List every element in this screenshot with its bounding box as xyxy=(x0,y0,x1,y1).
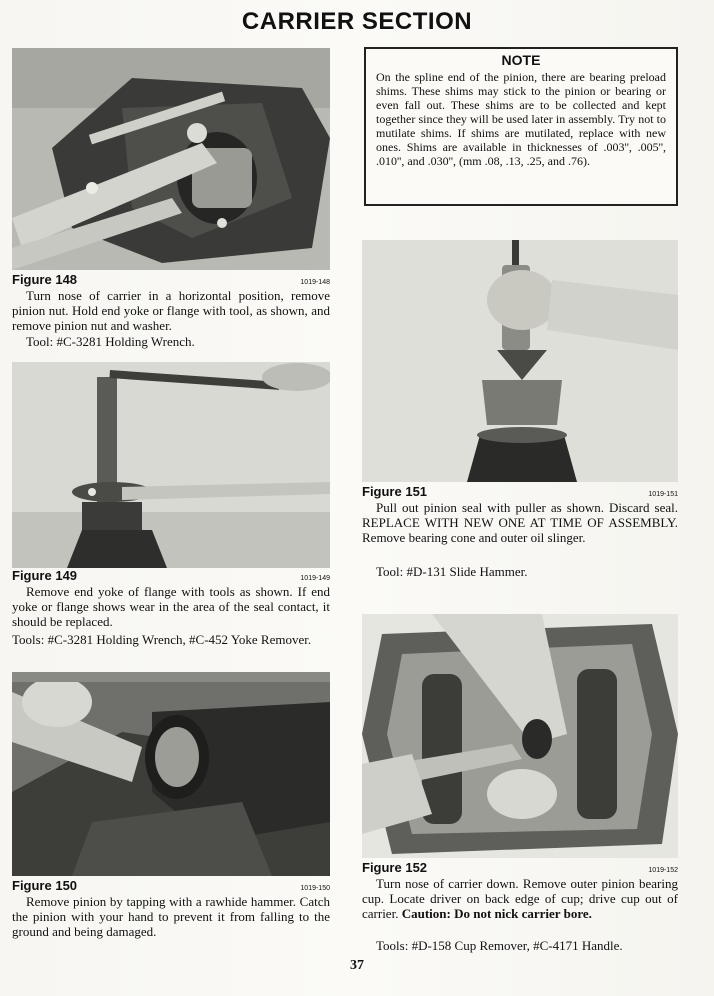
figure-152-caution: Caution: Do not nick carrier bore. xyxy=(401,906,592,921)
figure-151-text-content: Pull out pinion seal with puller as shown. Discard seal. REPLACE WITH NEW ONE AT TIME OF ASSEMBLY. Remove bearing cone and outer oil slinger. xyxy=(362,500,678,545)
note-box xyxy=(364,47,678,206)
note-title: NOTE xyxy=(501,52,541,68)
figure-150-code: 1019-150 xyxy=(300,885,330,892)
figure-148-header xyxy=(12,272,330,287)
figure-152-label: Figure 152 xyxy=(362,860,428,875)
figure-151-tool: Tool: #D-131 Slide Hammer. xyxy=(376,564,528,579)
figure-152-tool: Tools: #D-158 Cup Remover, #C-4171 Handle. xyxy=(376,938,623,953)
figure-149-text xyxy=(12,584,330,629)
figure-151-photo xyxy=(362,240,678,482)
figure-149-text-content: Remove end yoke of flange with tools as shown. If end yoke or flange shows wear in the area of the seal contact, it should be replaced. xyxy=(12,584,330,629)
figure-149-tool xyxy=(12,632,330,647)
figure-148-text xyxy=(12,288,330,333)
figure-152-photo xyxy=(362,614,678,858)
figure-148-text-content: Turn nose of carrier in a horizontal position, remove pinion nut. Hold end yoke or flange with tool, as shown, and remove pinion nut and washer. xyxy=(12,288,330,333)
figure-148-tool: Tool: #C-3281 Holding Wrench. xyxy=(26,334,195,349)
figure-151-label: Figure 151 xyxy=(362,484,428,499)
figure-148-photo xyxy=(12,48,330,270)
figure-150-header xyxy=(12,878,330,893)
figure-149-label: Figure 149 xyxy=(12,568,78,583)
figure-148-label: Figure 148 xyxy=(12,272,78,287)
figure-150-label: Figure 150 xyxy=(12,878,78,893)
figure-150-text xyxy=(12,894,330,939)
note-body: On the spline end of the pinion, there are bearing preload shims. These shims may stick to the pinion or bearing or even fall out. These shims are to be collected and kept together since they will be used later in assembly. Try not to mutilate shims. If shims are mutilated, replace with new ones. Shims are available in thicknesses of .003'', .005'', .010'', and .030'', (mm .08, .13, .25, and .76). xyxy=(376,70,666,168)
figure-149-header xyxy=(12,568,330,583)
figure-152-text xyxy=(362,876,678,921)
figure-151-code: 1019-151 xyxy=(648,491,678,498)
figure-149-code: 1019-149 xyxy=(300,575,330,582)
figure-150-text-content: Remove pinion by tapping with a rawhide hammer. Catch the pinion with your hand to prevent it from falling to the ground and being damaged. xyxy=(12,894,330,939)
figure-151-header xyxy=(362,484,678,499)
figure-152-code: 1019-152 xyxy=(648,867,678,874)
figure-149-photo xyxy=(12,362,330,568)
figure-150-photo xyxy=(12,672,330,876)
figure-149-tool-content: Tools: #C-3281 Holding Wrench, #C-452 Yoke Remover. xyxy=(12,632,312,647)
figure-152-header xyxy=(362,860,678,875)
page-number: 37 xyxy=(350,958,364,973)
figure-152-text-content: Turn nose of carrier down. Remove outer pinion bearing cup. Locate driver on back edge of cup; drive cup out of carrier. xyxy=(362,876,678,921)
figure-151-text xyxy=(362,500,678,545)
page-title: CARRIER SECTION xyxy=(241,8,473,35)
figure-148-code: 1019-148 xyxy=(300,279,330,286)
